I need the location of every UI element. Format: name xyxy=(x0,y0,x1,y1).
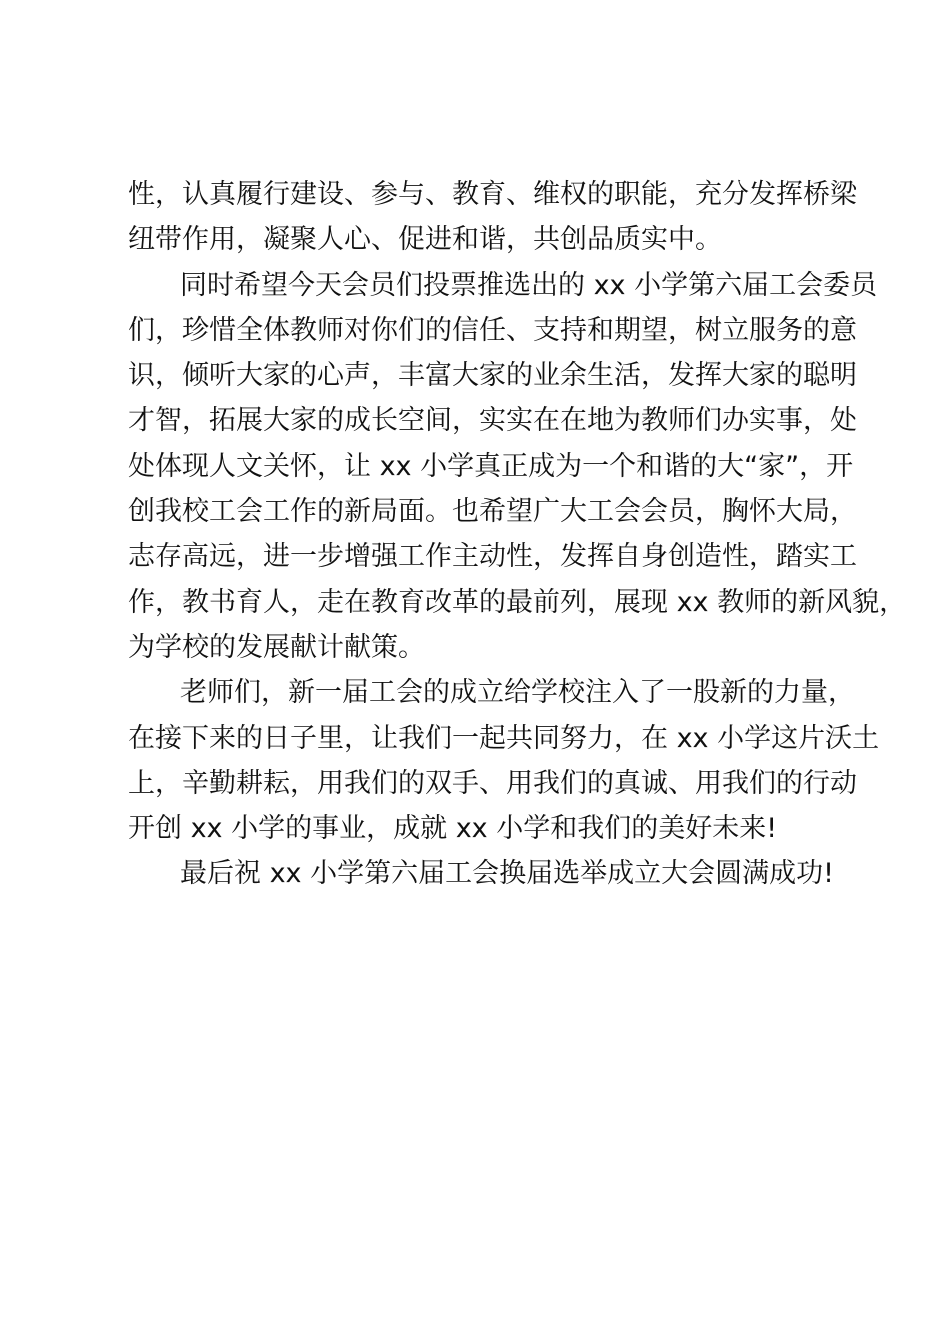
text-line: 开创 xx 小学的事业，成就 xx 小学和我们的美好未来! xyxy=(128,813,778,845)
text-line: 识，倾听大家的心声，丰富大家的业余生活，发挥大家的聪明 xyxy=(128,360,857,392)
text-line: 作，教书育人，走在教育改革的最前列，展现 xx 教师的新风貌， xyxy=(128,586,907,618)
text-line: 为学校的发展献计献策。 xyxy=(128,631,425,663)
text-line: 最后祝 xx 小学第六届工会换届选举成立大会圆满成功! xyxy=(180,858,834,890)
text-line: 处体现人文关怀，让 xx 小学真正成为一个和谐的大“家”，开 xyxy=(128,450,854,482)
text-line: 同时希望今天会员们投票推选出的 xx 小学第六届工会委员 xyxy=(180,269,878,301)
text-line: 才智，拓展大家的成长空间，实实在在地为教师们办实事，处 xyxy=(128,405,857,437)
text-line: 上，辛勤耕耘，用我们的双手、用我们的真诚、用我们的行动 xyxy=(128,767,857,799)
text-line: 创我校工会工作的新局面。也希望广大工会会员，胸怀大局， xyxy=(128,496,857,528)
body-text xyxy=(128,172,907,897)
text-line: 志存高远，进一步增强工作主动性，发挥自身创造性，踏实工 xyxy=(128,541,857,573)
text-line: 在接下来的日子里，让我们一起共同努力，在 xx 小学这片沃土 xyxy=(128,722,880,754)
text-line: 老师们，新一届工会的成立给学校注入了一股新的力量， xyxy=(180,677,855,709)
text-line: 性，认真履行建设、参与、教育、维权的职能，充分发挥桥梁 xyxy=(128,179,857,210)
text-line: 纽带作用，凝聚人心、促进和谐，共创品质实中。 xyxy=(128,224,722,256)
text-line: 们，珍惜全体教师对你们的信任、支持和期望，树立服务的意 xyxy=(128,314,857,346)
